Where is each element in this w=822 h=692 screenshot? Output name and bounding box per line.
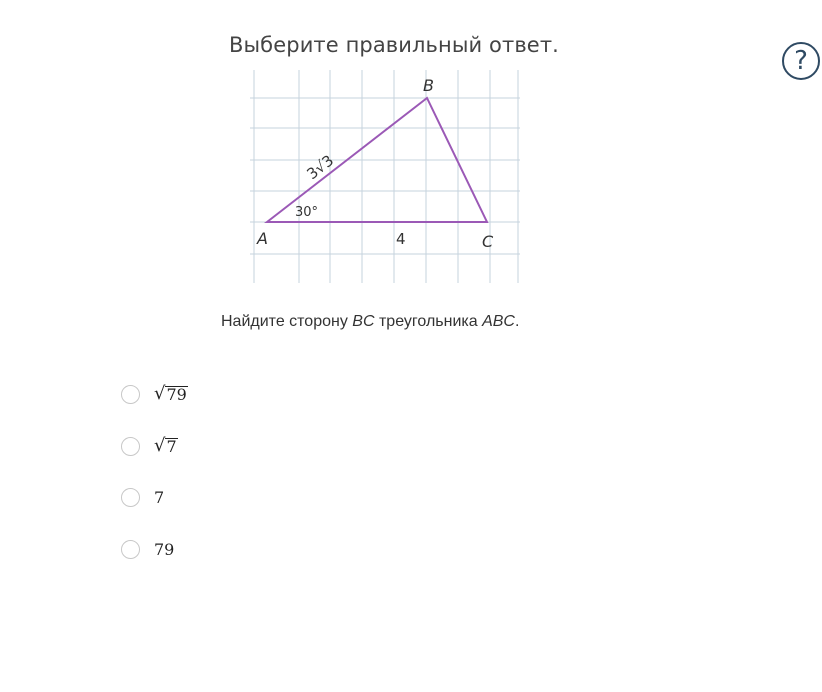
option-value: 79 (166, 384, 187, 404)
triangle-diagram (250, 70, 522, 285)
radio-button[interactable] (121, 437, 140, 456)
angle-a-label: 30° (295, 205, 319, 220)
side-ac-label: 4 (396, 230, 406, 248)
answer-option-4[interactable] (121, 536, 321, 562)
option-value: 7 (166, 436, 177, 456)
answer-option-2[interactable] (121, 433, 321, 459)
question-middle: треугольника (374, 313, 483, 330)
segment-name: BC (352, 313, 375, 330)
radio-button[interactable] (121, 385, 140, 404)
help-button[interactable] (782, 42, 820, 80)
vertex-label-a: A (257, 229, 268, 248)
triangle-figure (250, 70, 522, 290)
question-prefix: Найдите сторону (221, 313, 353, 330)
radical (154, 385, 188, 404)
vertex-label-c: C (482, 232, 494, 251)
task-instruction: Выберите правильный ответ. (229, 33, 559, 57)
question-mark-icon: ? (794, 46, 808, 76)
radical-sign-icon: √ (154, 435, 166, 457)
radical-sign-icon: √ (154, 383, 166, 405)
radio-button[interactable] (121, 488, 140, 507)
question-suffix: . (514, 313, 520, 330)
triangle-name: ABC (482, 313, 515, 330)
option-label (154, 437, 178, 456)
side-ab-label: 3√3 (303, 151, 338, 184)
grid (250, 70, 520, 283)
answer-option-1[interactable] (121, 381, 321, 407)
answer-option-3[interactable] (121, 484, 321, 510)
option-value: 79 (154, 539, 175, 559)
question-text (221, 313, 519, 331)
option-value: 7 (154, 487, 165, 507)
vertex-label-b: B (423, 76, 434, 95)
radical (154, 437, 178, 456)
radio-button[interactable] (121, 540, 140, 559)
option-label (154, 385, 188, 404)
